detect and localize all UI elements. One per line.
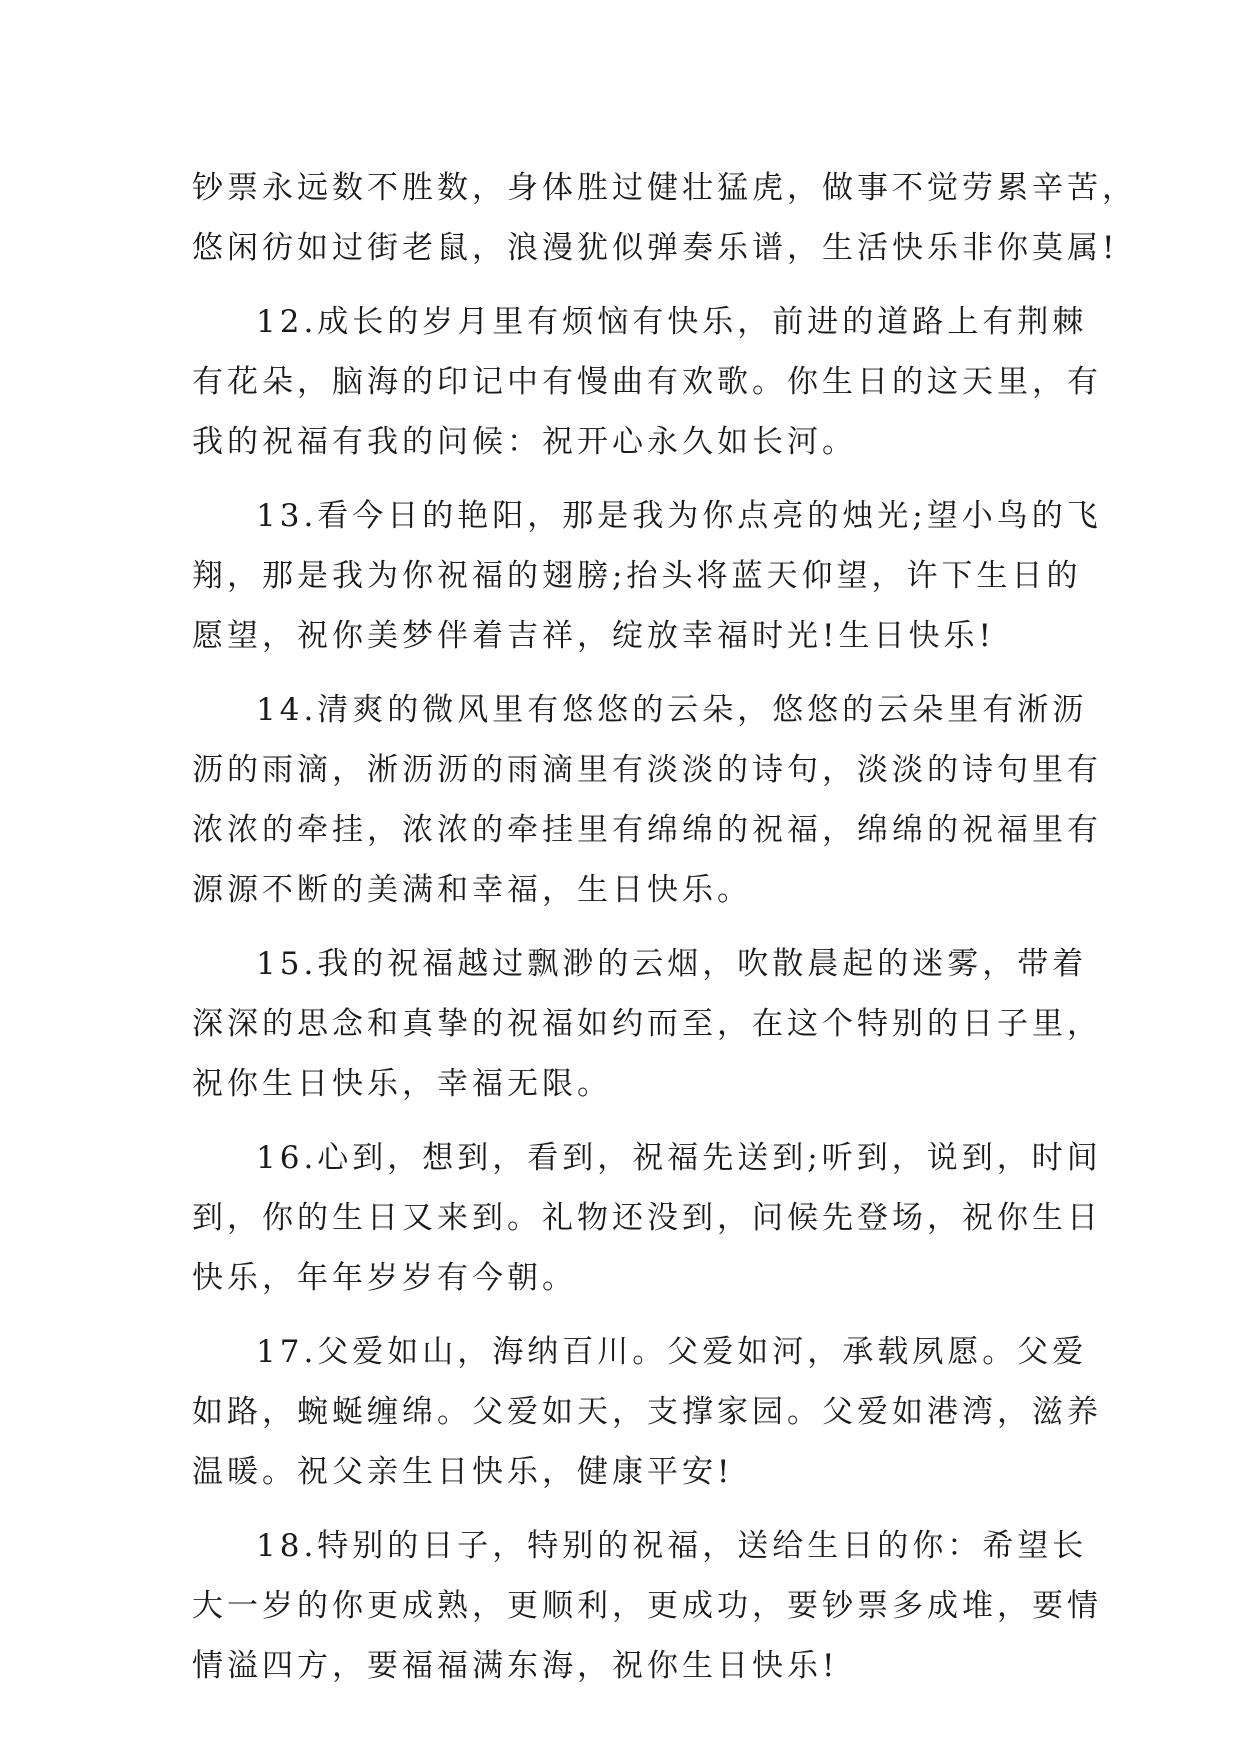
text-line: 沥的雨滴，淅沥沥的雨滴里有淡淡的诗句，淡淡的诗句里有 — [192, 752, 1102, 788]
text-line: 源源不断的美满和幸福，生日快乐。 — [192, 872, 752, 908]
document-body — [192, 158, 1137, 1710]
text-line: 17.父爱如山，海纳百川。父爱如河，承载夙愿。父爱 — [256, 1334, 1088, 1370]
paragraph-continuation — [192, 158, 1137, 278]
text-line: 到，你的生日又来到。礼物还没到，问候先登场，祝你生日 — [192, 1200, 1102, 1236]
text-line: 16.心到，想到，看到，祝福先送到;听到，说到，时间 — [256, 1140, 1102, 1176]
paragraph-17 — [192, 1322, 1102, 1502]
text-line: 浓浓的牵挂，浓浓的牵挂里有绵绵的祝福，绵绵的祝福里有 — [192, 812, 1102, 848]
paragraph-15 — [192, 934, 1102, 1114]
text-line: 祝你生日快乐，幸福无限。 — [192, 1066, 612, 1102]
text-line: 18.特别的日子，特别的祝福，送给生日的你：希望长 — [256, 1528, 1088, 1564]
text-line: 大一岁的你更成熟，更顺利，更成功，要钞票多成堆，要情 — [192, 1588, 1102, 1624]
text-line: 温暖。祝父亲生日快乐，健康平安! — [192, 1454, 734, 1490]
paragraph-12 — [192, 292, 1102, 472]
text-line: 12.成长的岁月里有烦恼有快乐，前进的道路上有荆棘 — [256, 304, 1088, 340]
paragraph-18 — [192, 1516, 1102, 1696]
paragraph-16 — [192, 1128, 1102, 1308]
text-line: 有花朵，脑海的印记中有慢曲有欢歌。你生日的这天里，有 — [192, 364, 1102, 400]
text-line: 13.看今日的艳阳，那是我为你点亮的烛光;望小鸟的飞 — [256, 498, 1102, 534]
text-line: 15.我的祝福越过飘渺的云烟，吹散晨起的迷雾，带着 — [256, 946, 1088, 982]
text-line: 悠闲彷如过街老鼠，浪漫犹似弹奏乐谱，生活快乐非你莫属! — [192, 230, 1119, 266]
text-line: 情溢四方，要福福满东海，祝你生日快乐! — [192, 1648, 839, 1684]
paragraph-13 — [192, 486, 1102, 666]
text-line: 快乐，年年岁岁有今朝。 — [192, 1260, 577, 1296]
text-line: 如路，蜿蜒缠绵。父爱如天，支撑家园。父爱如港湾，滋养 — [192, 1394, 1102, 1430]
text-line: 深深的思念和真挚的祝福如约而至，在这个特别的日子里， — [192, 1006, 1102, 1042]
text-line: 14.清爽的微风里有悠悠的云朵，悠悠的云朵里有淅沥 — [256, 692, 1088, 728]
text-line: 翔，那是我为你祝福的翅膀;抬头将蓝天仰望，许下生日的 — [192, 558, 1082, 594]
text-line: 我的祝福有我的问候：祝开心永久如长河。 — [192, 424, 857, 460]
text-line: 愿望，祝你美梦伴着吉祥，绽放幸福时光!生日快乐! — [192, 618, 995, 654]
paragraph-14 — [192, 680, 1102, 920]
text-line: 钞票永远数不胜数，身体胜过健壮猛虎，做事不觉劳累辛苦， — [192, 170, 1137, 206]
